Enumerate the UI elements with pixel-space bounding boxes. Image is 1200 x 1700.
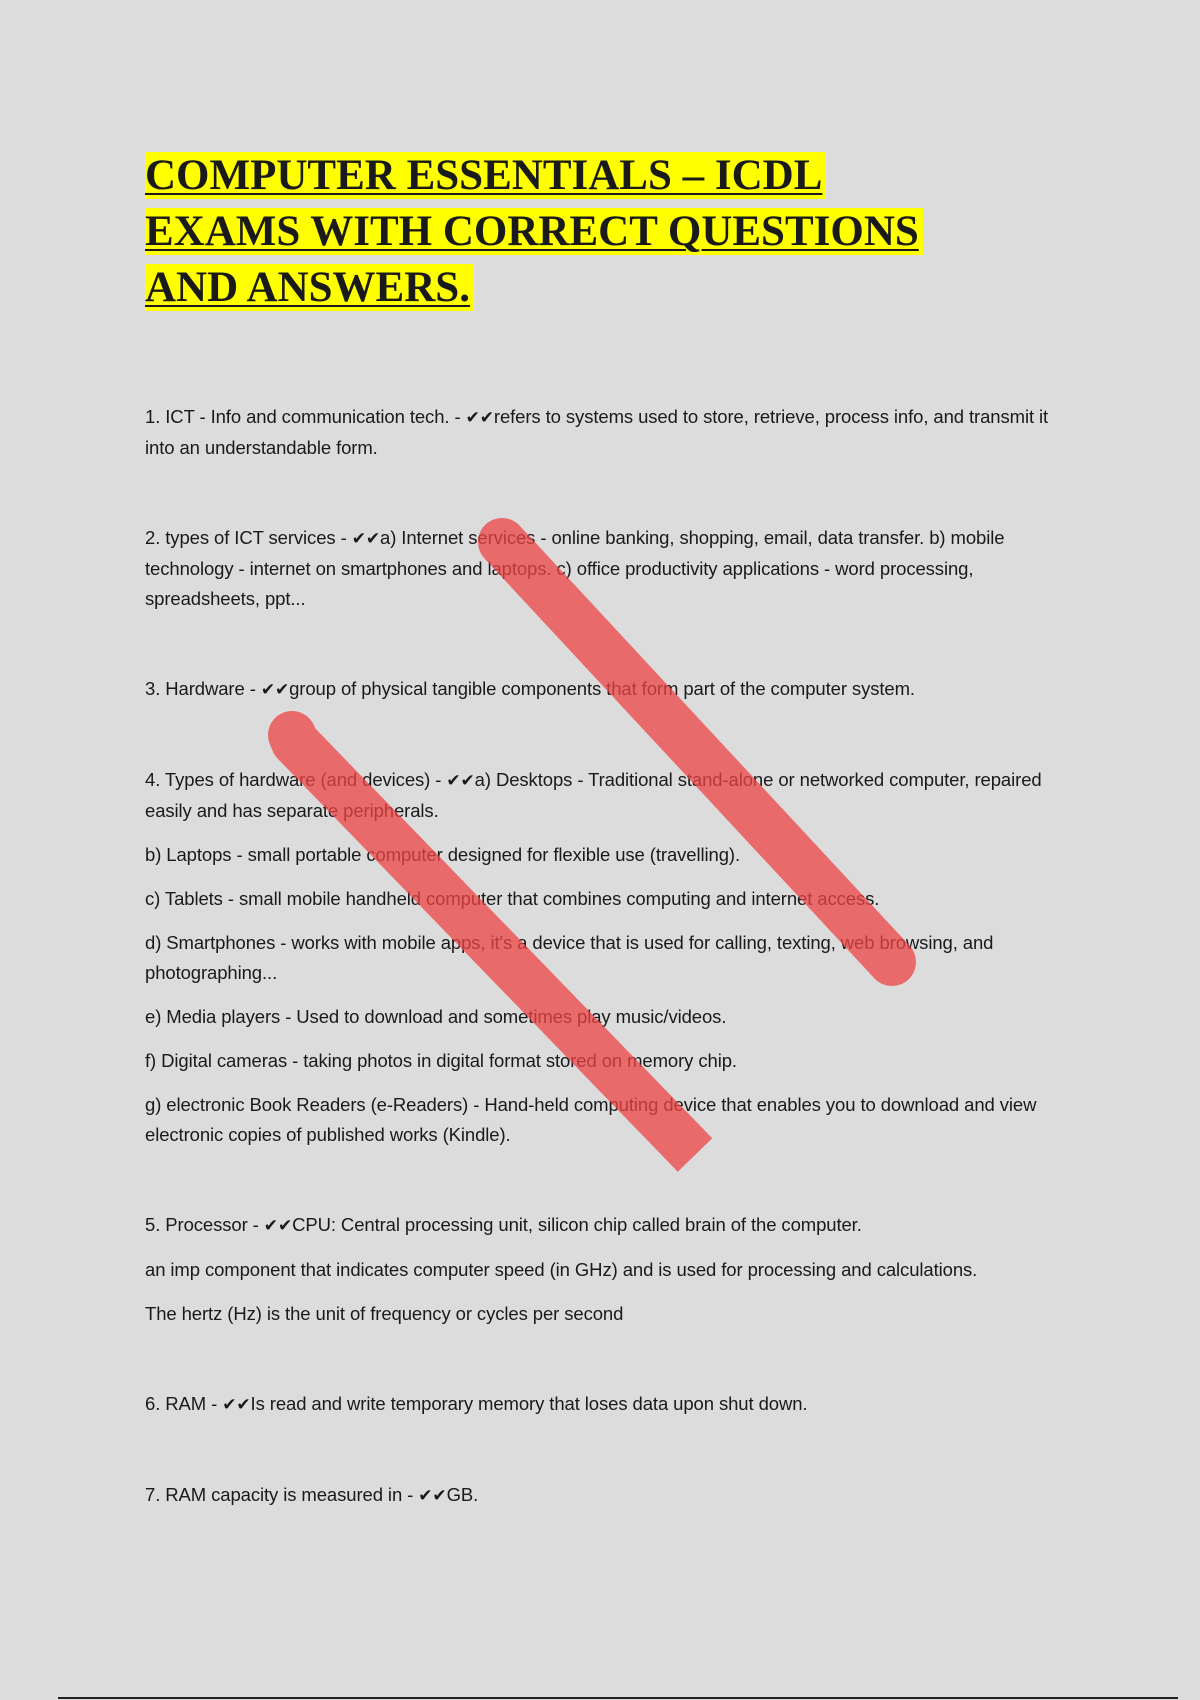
question-item-2 bbox=[145, 523, 1055, 614]
item-4-paragraph-4: d) Smartphones - works with mobile apps, it's a device that is used for calling, texting, web browsing, and photographing... bbox=[145, 932, 994, 983]
title-line-1: COMPUTER ESSENTIALS – ICDL bbox=[145, 148, 1045, 204]
title-line-3: AND ANSWERS. bbox=[145, 260, 1045, 316]
title-line-2: EXAMS WITH CORRECT QUESTIONS bbox=[145, 204, 1045, 260]
item-4-paragraph-5: e) Media players - Used to download and sometimes play music/videos. bbox=[145, 1006, 727, 1027]
item-4-paragraph-2: b) Laptops - small portable computer designed for flexible use (travelling). bbox=[145, 844, 740, 865]
item-7-paragraph-1: 7. RAM capacity is measured in - ✔✔GB. bbox=[145, 1484, 479, 1506]
document-title bbox=[145, 148, 1045, 316]
question-item-4 bbox=[145, 765, 1055, 1150]
item-5-paragraph-1: 5. Processor - ✔✔CPU: Central processing unit, silicon chip called brain of the computer. bbox=[145, 1214, 862, 1236]
item-1-paragraph-1: 1. ICT - Info and communication tech. - ✔✔refers to systems used to store, retrieve, process info, and transmit it into an understandable form. bbox=[145, 406, 1049, 458]
item-4-paragraph-6: f) Digital cameras - taking photos in digital format stored on memory chip. bbox=[145, 1050, 737, 1071]
item-4-paragraph-1: 4. Types of hardware (and devices) - ✔✔a) Desktops - Traditional stand-alone or networked computer, repaired easily and has separate peripherals. bbox=[145, 769, 1042, 821]
item-4-paragraph-3: c) Tablets - small mobile handheld computer that combines computing and internet access. bbox=[145, 888, 880, 909]
item-3-paragraph-1: 3. Hardware - ✔✔group of physical tangible components that form part of the computer system. bbox=[145, 678, 915, 700]
question-item-3 bbox=[145, 674, 1055, 705]
question-item-1 bbox=[145, 402, 1055, 463]
item-2-paragraph-1: 2. types of ICT services - ✔✔a) Internet services - online banking, shopping, email, data transfer. b) mobile technology - internet on smartphones and laptops. c) office productivity applications - word processing, spreadsheets, ppt... bbox=[145, 527, 1005, 609]
item-4-paragraph-7: g) electronic Book Readers (e-Readers) - Hand-held computing device that enables you to download and view electronic copies of published works (Kindle). bbox=[145, 1094, 1037, 1145]
question-item-5 bbox=[145, 1210, 1055, 1329]
footer-rule bbox=[58, 1697, 1178, 1699]
item-6-paragraph-1: 6. RAM - ✔✔Is read and write temporary memory that loses data upon shut down. bbox=[145, 1393, 808, 1415]
item-5-paragraph-2: an imp component that indicates computer speed (in GHz) and is used for processing and calculations. bbox=[145, 1259, 978, 1280]
item-5-paragraph-3: The hertz (Hz) is the unit of frequency or cycles per second bbox=[145, 1303, 624, 1324]
question-item-6 bbox=[145, 1389, 1055, 1420]
question-item-7 bbox=[145, 1480, 1055, 1511]
question-list bbox=[145, 402, 1055, 1525]
